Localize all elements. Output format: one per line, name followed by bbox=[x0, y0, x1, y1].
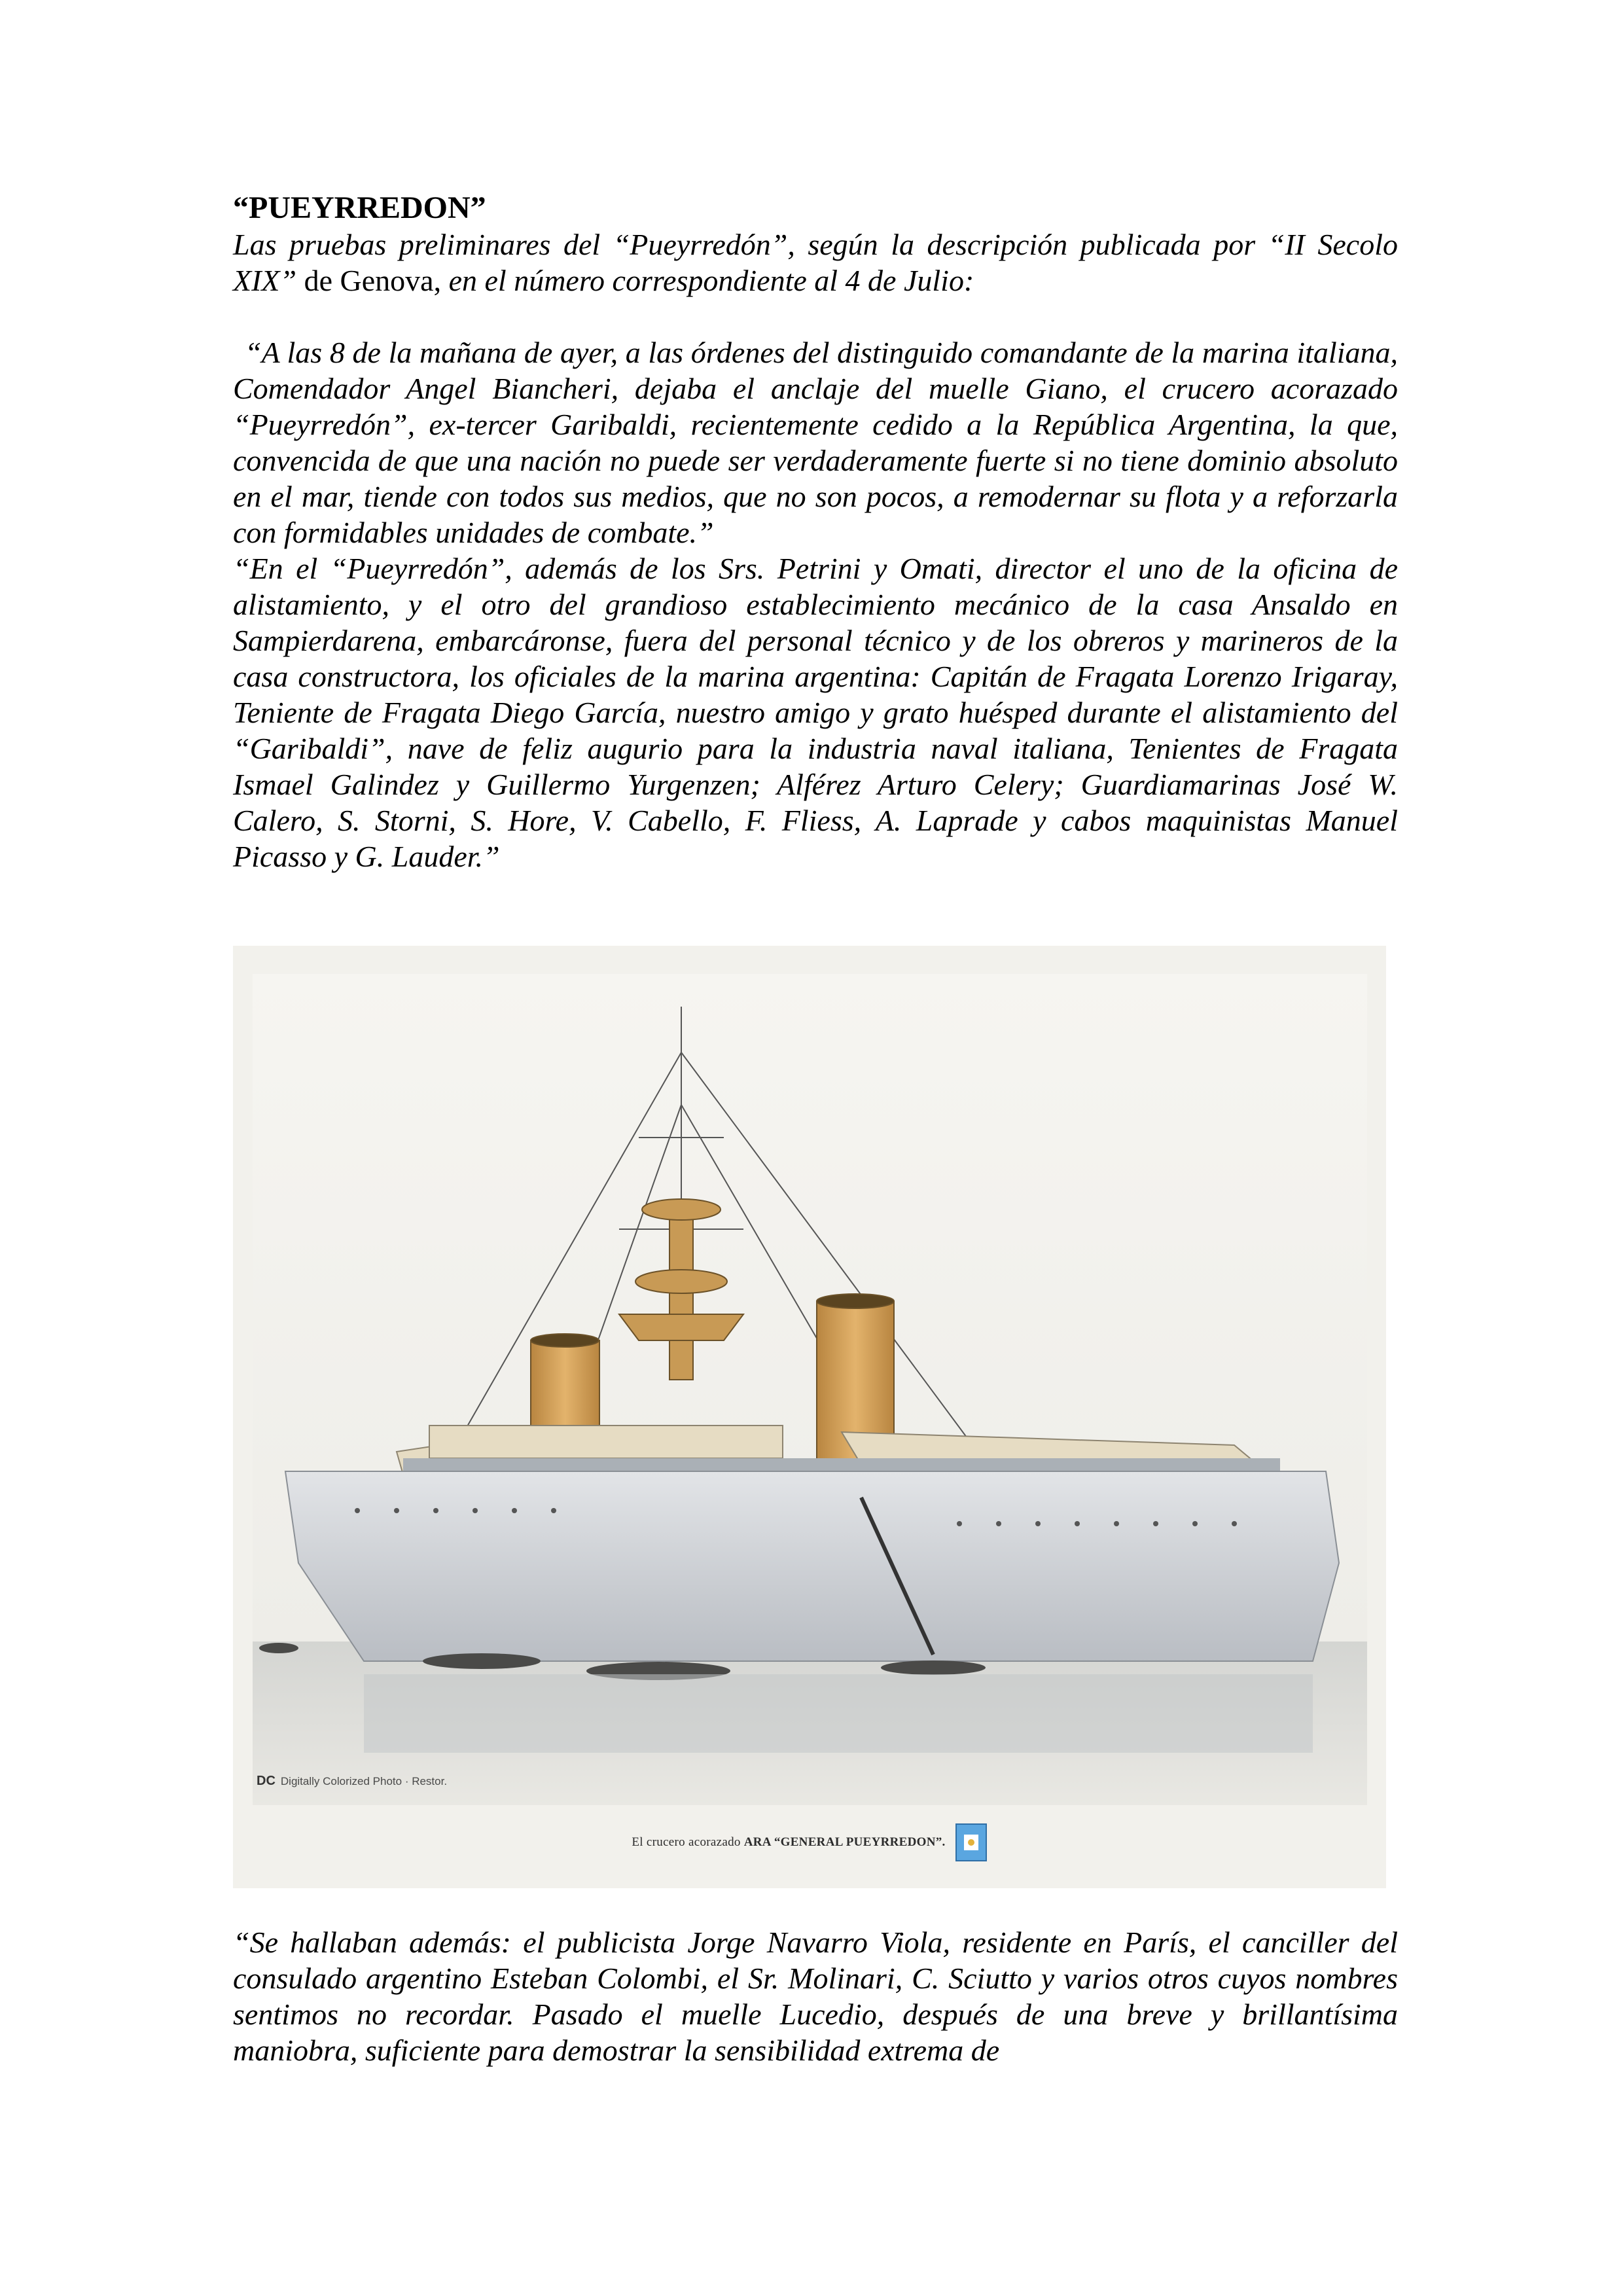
watermark bbox=[257, 1774, 447, 1789]
intro-part-3: en el número correspondiente al 4 de Julio: bbox=[448, 264, 974, 297]
caption-prefix: El crucero acorazado bbox=[632, 1835, 744, 1849]
document-body bbox=[233, 190, 1398, 874]
page-title: “PUEYRREDON” bbox=[233, 190, 486, 225]
ship-figure bbox=[233, 946, 1386, 1888]
paragraph-gap bbox=[233, 298, 1398, 334]
reflection bbox=[364, 1674, 1313, 1753]
watermark-text: Digitally Colorized Photo · Restor. bbox=[280, 1774, 448, 1787]
watermark-logo: DC bbox=[257, 1774, 276, 1788]
cruiser-photo bbox=[253, 974, 1367, 1805]
quote-paragraph-1: “A las 8 de la mañana de ayer, a las órdenes del distinguido comandante de la marina italiana, Comendador Angel Biancheri, dejaba el anclaje del muelle Giano, el crucero acorazado “Pueyrredón”, ex-tercer Garibaldi, recientemente cedido a la República Argentina, la que, convencida de que una nación no puede ser verdaderamente fuerte si no tiene dominio absoluto en el mar, tiende con todos sus medios, que no son pocos, a remodernar su flota y a reforzarla con formidables unidades de combate.” bbox=[233, 336, 1398, 549]
figure-caption bbox=[233, 1820, 1386, 1865]
quote-paragraph-3: “Se hallaban además: el publicista Jorge Navarro Viola, residente en París, el canciller del consulado argentino Esteban Colombi, el Sr. Molinari, C. Sciutto y varios otros cuyos nombres sentimos no recordar. Pasado el muelle Lucedio, después de una breve y brillantísima maniobra, suficiente para demostrar la sensibilidad extrema de bbox=[233, 1926, 1398, 2067]
hull bbox=[285, 1471, 1339, 1661]
intro-paragraph bbox=[233, 226, 1398, 298]
quote-paragraph-2: “En el “Pueyrredón”, además de los Srs. Petrini y Omati, director el uno de la oficina de alistamiento, y el otro del grandioso establecimiento mecánico de la casa Ansaldo en Sampierdarena, embarcáronse, fuera del personal técnico y de los obreros y marineros de la casa constructora, los oficiales de la marina argentina: Capitán de Fragata Lorenzo Irigaray, Teniente de Fragata Diego García, nuestro amigo y grato huésped durante el alistamiento del “Garibaldi”, nave de feliz augurio para la industria naval italiana, Tenientes de Fragata Ismael Galindez y Guillermo Yurgenzen; Alférez Arturo Celery; Guardiamarinas José W. Calero, S. Storni, S. Hore, V. Cabello, F. Fliess, A. Laprade y cabos maquinistas Manuel Picasso y G. Lauder.” bbox=[233, 552, 1398, 873]
intro-part-2: de Genova, bbox=[296, 264, 449, 297]
caption-text bbox=[632, 1835, 945, 1850]
naval-flag-icon bbox=[955, 1823, 988, 1862]
intro-part-1: Las pruebas preliminares del “Pueyrredón”, según la descripción publicada por “II Secolo XIX” bbox=[233, 228, 1398, 297]
caption-ship-name: ARA “GENERAL PUEYRREDON”. bbox=[743, 1835, 946, 1849]
document-body-continued bbox=[233, 1924, 1398, 2068]
